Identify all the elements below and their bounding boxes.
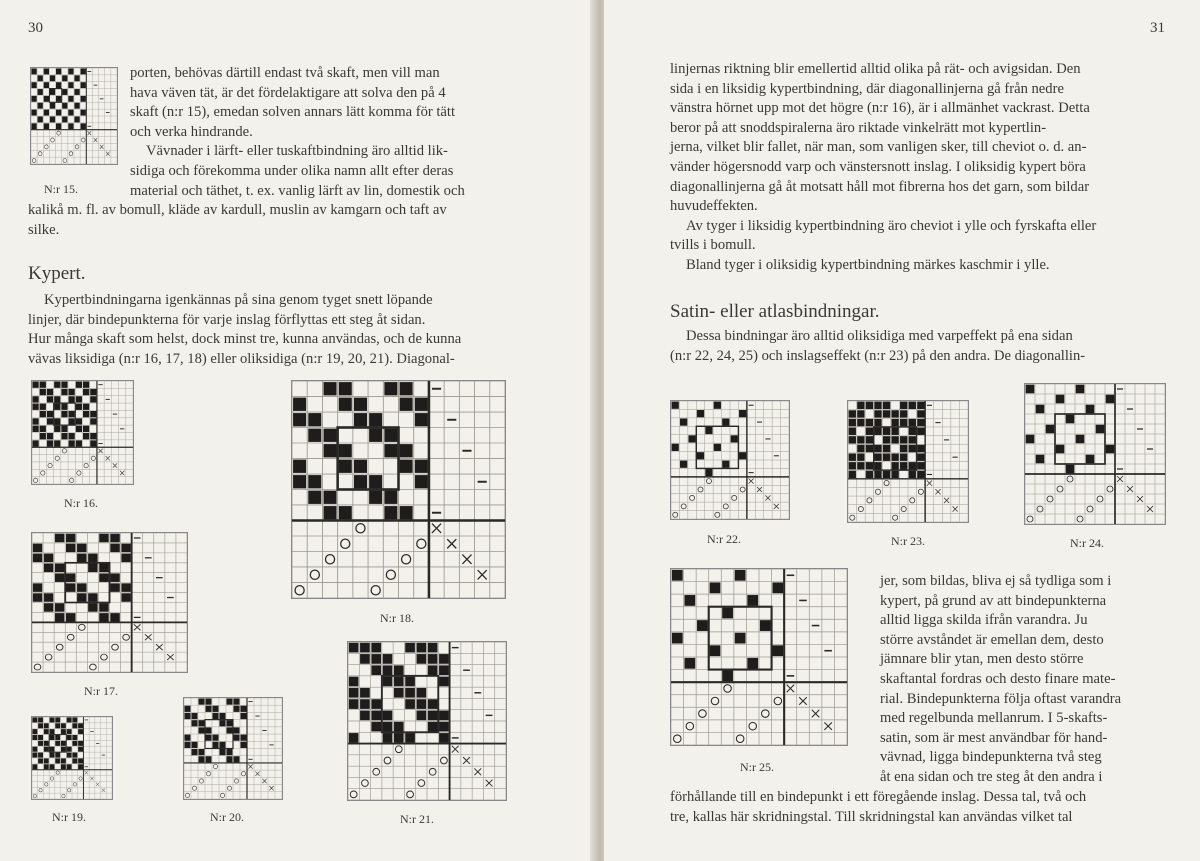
weave-diagram-picture: [848, 401, 968, 522]
weave-diagram-picture: [348, 642, 506, 800]
weave-diagram-picture: [32, 381, 133, 484]
text-line: material och täthet, t. ex. vanlig lärft av lin, domestik och: [130, 182, 465, 199]
text-line: åt ena sidan och tre steg åt den andra i: [880, 768, 1103, 785]
weave-diagram-picture: [184, 698, 282, 799]
left-page: [0, 0, 596, 861]
text-line: satin, som är mest användbar för hand-: [880, 729, 1108, 746]
weave-diagram-picture: [31, 68, 117, 164]
figure-18: [291, 380, 506, 599]
paragraph-final: [670, 788, 1166, 827]
text-line: skaftantal fordras och desto finare mate-: [880, 670, 1116, 687]
text-line: Kypertbindningarna igenkännas på sina genom tyget snett löpande: [44, 292, 433, 308]
paragraph-kalika: [28, 201, 518, 240]
caption-nr25: N:r 25.: [740, 760, 774, 774]
text-line: linjer, där bindepunkterna för varje inslag förflyttas ett steg åt sidan.: [28, 311, 426, 328]
text-line: större avståndet är emellan dem, desto: [880, 631, 1104, 648]
text-line: förhållande till en bindepunkt i ett föregående inslag. Dessa tal, två och: [670, 789, 1087, 805]
paragraph-side: [880, 572, 1166, 788]
text-line: tre, kallas här skridningstal. Till skridningstal kan användas vilket tal: [670, 808, 1073, 825]
text-line: (n:r 22, 24, 25) och inslagseffekt (n:r 23) på den andra. De diagonallin-: [670, 347, 1086, 364]
right-page: [604, 0, 1200, 861]
text-line: beror på att snoddspiralerna äro riktade vinkelrätt mot kypertlin-: [670, 119, 1047, 136]
text-line: jer, som bildas, bliva ej så tydliga som i: [880, 573, 1112, 589]
figure-25: [670, 568, 848, 746]
text-line: Av tyger i liksidig kypertbindning äro cheviot i ylle och fyrskafta eller: [686, 217, 1097, 234]
caption-nr24: N:r 24.: [1070, 536, 1104, 550]
section-heading-kypert: Kypert.: [28, 263, 86, 284]
text-line: diagonallinjerna gå åt motsatt håll mot fibrerna hos det garn, som bildar: [670, 178, 1090, 195]
text-line: kypert, på grund av att bindepunkterna: [880, 592, 1107, 609]
caption-nr17: N:r 17.: [84, 684, 118, 698]
caption-nr19: N:r 19.: [52, 810, 86, 824]
figure-23: [847, 400, 969, 523]
figure-22: [670, 400, 790, 520]
caption-nr16: N:r 16.: [64, 496, 98, 510]
text-line: vävnad, ligga bindepunkterna två steg: [880, 749, 1102, 766]
text-line: jämnare blir ytan, men desto större: [880, 651, 1084, 668]
figure-24: [1024, 383, 1166, 525]
weave-diagram-picture: [32, 533, 187, 672]
section-heading-satin: Satin- eller atlasbindningar.: [670, 301, 880, 322]
text-line: vävas liksidiga (n:r 16, 17, 18) eller oliksidiga (n:r 19, 20, 21). Diagonal-: [28, 350, 455, 367]
page-number: 31: [1150, 20, 1165, 36]
text-line: Dessa bindningar äro alltid oliksidiga med varpeffekt på ena sidan: [686, 328, 1073, 344]
figure-15: [30, 67, 118, 165]
text-line: skaft (n:r 15), emedan solven annars lätt komma för tätt: [130, 104, 456, 121]
text-line: Bland tyger i oliksidig kypertbindning märkes kaschmir i ylle.: [686, 256, 1050, 273]
weave-diagram-picture: [32, 717, 112, 799]
page-number: 30: [28, 20, 43, 36]
text-line: kalikå m. fl. av bomull, kläde av kardull, muslin av kamgarn och taft av: [28, 202, 447, 218]
paragraph-linjernas: [670, 60, 1166, 276]
text-line: porten, behövas därtill endast två skaft, men vill man: [130, 65, 440, 81]
text-line: tvills i bomull.: [670, 237, 756, 254]
weave-diagram-picture: [671, 401, 789, 519]
figure-17: [31, 532, 188, 673]
weave-diagram-picture: [671, 569, 847, 745]
caption-nr18: N:r 18.: [380, 611, 414, 625]
text-line: jerna, vilket blir fallet, när man, som vanligen sker, till cheviot o. d. an-: [670, 139, 1087, 156]
text-line: sidiga och förekomma under olika namn allt efter deras: [130, 162, 454, 179]
text-line: linjernas riktning blir emellertid alltid olika på rät- och avigsidan. Den: [670, 61, 1081, 77]
figure-21: [347, 641, 507, 801]
paragraph-kypert: [28, 291, 518, 369]
figure-19: [31, 716, 113, 800]
text-line: vänstra hörnet upp mot det högre (n:r 16), är i allmänhet vackrast. Detta: [670, 100, 1090, 117]
paragraph-porten: [130, 64, 518, 201]
text-line: rial. Bindepunkterna följa oftast varandra: [880, 690, 1122, 707]
text-line: alltid ligga skilda ifrån varandra. Ju: [880, 612, 1088, 629]
text-line: sida i en liksidig kypertbindning, där diagonallinjerna gå från nedre: [670, 80, 1064, 97]
text-line: huvudeffekten.: [670, 198, 758, 215]
text-line: Vävnader i lärft- eller tuskaftbindning äro alltid lik-: [146, 143, 448, 160]
text-line: och verka hindrande.: [130, 123, 253, 140]
weave-diagram-picture: [292, 381, 505, 598]
weave-diagram-picture: [1025, 384, 1165, 524]
paragraph-satin: [670, 327, 1166, 366]
text-line: hava väven tät, är det fördelaktigare att solva den på 4: [130, 84, 446, 101]
text-line: vänder högersnodd varp och vänstersnott inslag. I oliksidig kypert böra: [670, 158, 1086, 175]
caption-nr22: N:r 22.: [707, 532, 741, 546]
figure-16: [31, 380, 134, 485]
caption-nr23: N:r 23.: [891, 534, 925, 548]
caption-nr20: N:r 20.: [210, 810, 244, 824]
caption-nr15: N:r 15.: [44, 182, 78, 196]
text-line: med regelbunda mellanrum. I 5-skafts-: [880, 710, 1108, 727]
caption-nr21: N:r 21.: [400, 812, 434, 826]
text-line: Hur många skaft som helst, dock minst tre, kunna användas, och de kunna: [28, 331, 462, 348]
text-line: silke.: [28, 221, 60, 238]
figure-20: [183, 697, 283, 800]
